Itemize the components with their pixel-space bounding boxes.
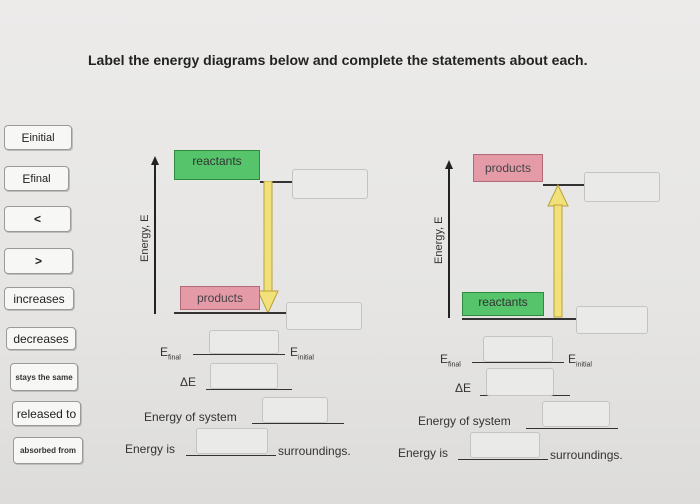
diagram1-top-drop-zone[interactable]: [292, 169, 368, 199]
diagram1-system-underline: [252, 423, 344, 424]
diagram2-energy-is-underline: [458, 459, 548, 460]
tile-less-than[interactable]: <: [4, 206, 71, 232]
tile-stays-the-same[interactable]: stays the same: [10, 363, 78, 391]
diagram2-top-level-label: products: [473, 154, 543, 182]
diagram1-e-initial-label: [290, 345, 314, 361]
diagram1-comparison-drop-zone[interactable]: [209, 330, 279, 354]
tile-absorbed-from[interactable]: absorbed from: [13, 437, 83, 464]
diagram1-comparison-underline: [193, 354, 285, 355]
diagram1-energy-is: Energy is: [125, 442, 176, 456]
diagram2-up-arrow: [546, 184, 570, 318]
diagram2-comparison-drop-zone[interactable]: [483, 336, 553, 362]
diagram2-bottom-drop-zone[interactable]: [576, 306, 648, 334]
diagram1-e-final-main: E: [160, 345, 169, 359]
diagram1-axis-arrowhead: [151, 156, 159, 165]
tile-e-initial-sub: initial: [29, 131, 55, 144]
diagram1-surroundings: surroundings.: [278, 444, 351, 458]
diagram2-axis-arrowhead: [445, 160, 453, 169]
diagram1-e-final-sub: final: [168, 354, 181, 362]
diagram1-delta-e-label: ΔE: [180, 375, 197, 389]
diagram1-bottom-level-label: products: [180, 286, 260, 310]
tile-released-to[interactable]: released to: [12, 401, 81, 426]
diagram2-delta-e-drop-zone[interactable]: [486, 368, 554, 396]
diagram2-system-underline: [526, 428, 618, 429]
diagram2-e-initial-main: E: [568, 352, 577, 366]
diagram2-energy-is: Energy is: [398, 446, 449, 460]
tile-greater-than[interactable]: >: [4, 248, 73, 274]
diagram1-delta-e-underline: [206, 389, 292, 390]
diagram1-bottom-drop-zone[interactable]: [286, 302, 362, 330]
diagram2-delta-e-label: ΔE: [455, 381, 472, 395]
diagram2-top-drop-zone[interactable]: [584, 172, 660, 202]
diagram2-e-final-main: E: [440, 352, 449, 366]
diagram2-system-drop-zone[interactable]: [542, 401, 610, 427]
diagram2-bottom-level-line: [462, 318, 580, 320]
tile-e-final-sub: final: [30, 172, 51, 185]
diagram2-comparison-underline: [472, 362, 564, 363]
diagram2-bottom-level-label: reactants: [462, 292, 544, 316]
diagram1-energy-is-underline: [186, 455, 276, 456]
diagram1-energy-is-drop-zone[interactable]: [196, 428, 268, 454]
diagram2-e-final-sub: final: [448, 361, 461, 369]
diagram2-y-label: Energy, E: [433, 216, 445, 264]
diagram1-top-level-label: reactants: [174, 150, 260, 180]
diagram1-energy-of-system: Energy of system: [144, 410, 237, 424]
diagram1-y-axis: [154, 165, 156, 314]
tile-e-final[interactable]: [4, 166, 69, 191]
diagram2-energy-is-drop-zone[interactable]: [470, 432, 540, 458]
tile-e-initial-main: E: [21, 130, 30, 145]
diagram1-bottom-level-line: [174, 312, 290, 314]
page-title: Label the energy diagrams below and complete the statements about each.: [88, 52, 588, 68]
diagram1-delta-e-drop-zone[interactable]: [210, 363, 278, 389]
diagram2-y-axis: [448, 169, 450, 318]
tile-increases[interactable]: increases: [4, 287, 74, 310]
diagram1-y-label: Energy, E: [139, 214, 151, 262]
diagram1-system-drop-zone[interactable]: [262, 397, 328, 423]
diagram2-energy-of-system: Energy of system: [418, 414, 511, 428]
diagram2-surroundings: surroundings.: [550, 448, 623, 462]
diagram1-e-initial-sub: initial: [298, 354, 314, 362]
diagram1-e-final-label: [160, 345, 181, 361]
diagram1-e-initial-main: E: [290, 345, 299, 359]
diagram2-e-initial-sub: initial: [576, 361, 592, 369]
diagram2-e-initial-label: [568, 352, 592, 368]
diagram2-e-final-label: [440, 352, 461, 368]
tile-decreases[interactable]: decreases: [6, 327, 76, 350]
tile-e-initial[interactable]: [4, 125, 72, 150]
tile-e-final-main: E: [22, 171, 31, 186]
